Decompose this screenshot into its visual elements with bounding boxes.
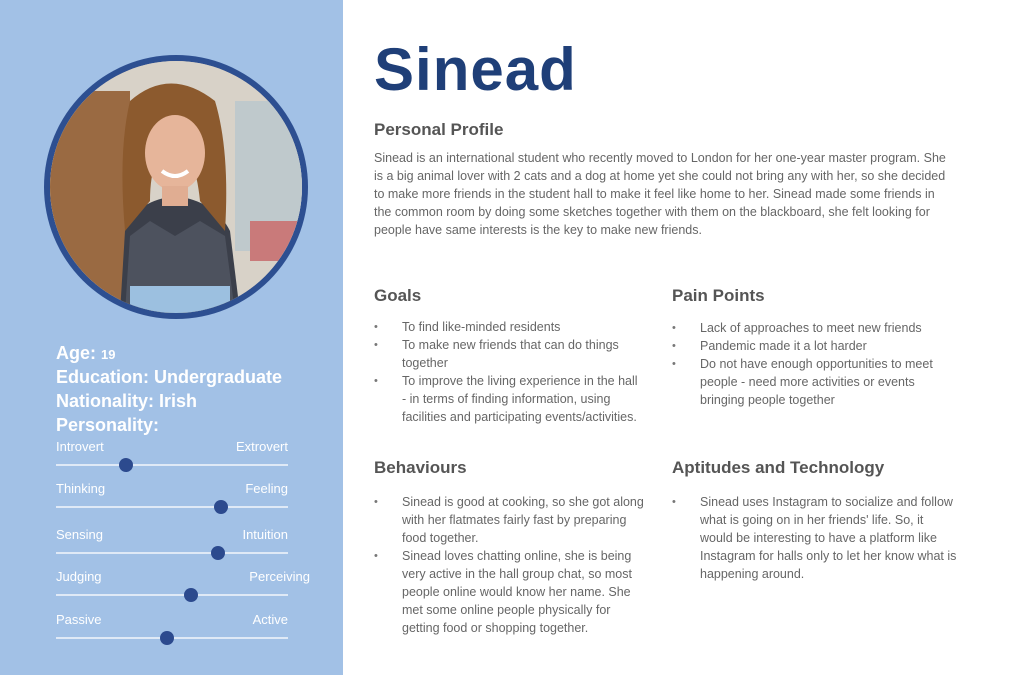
scale-knob: [184, 588, 198, 602]
scale-right-label: Intuition: [242, 527, 288, 542]
behaviour-item: • Sinead loves chatting online, she is being very active in the hall group chat, so most people online would know her name. She met some online people physically for getting food or shopping together.: [374, 547, 649, 637]
scale-knob: [211, 546, 225, 560]
persona-sidebar: [0, 0, 343, 675]
aptitudes-heading: Aptitudes and Technology: [672, 458, 885, 477]
scale-track: [56, 552, 288, 554]
scale-right-label: Active: [252, 612, 288, 627]
scale-track: [56, 506, 288, 508]
age-label: Age:: [56, 343, 96, 363]
education-label: Education:: [56, 367, 149, 387]
avatar-photo: [50, 61, 302, 313]
behaviours-list: [374, 493, 649, 637]
profile-text: Sinead is an international student who recently moved to London for her one-year master program. She is a big animal lover with 2 cats and a dog at home yet she could not bring any with her, so she decided to make more friends in the student hall to make it feel like home to her. Sinead made some friends in the common room by doing some sketches together with them on the blackboard, she felt looking for people have same interests is the key to make new friends.: [374, 151, 946, 237]
scale-left-label: Sensing: [56, 527, 103, 542]
pain-point-item: • Pandemic made it a lot harder: [672, 337, 962, 355]
goal-item: • To make new friends that can do things together: [374, 336, 644, 372]
personality-label: Personality:: [56, 415, 160, 435]
pain-point-item: • Lack of approaches to meet new friends: [672, 319, 962, 337]
scale-left-label: Judging: [56, 569, 102, 584]
age-row: [56, 342, 115, 366]
scale-introvert-extrovert: [56, 439, 288, 481]
scale-track: [56, 594, 288, 596]
scale-track: [56, 464, 288, 466]
nationality-row: [56, 390, 197, 412]
goals-list: [374, 318, 644, 426]
scale-knob: [160, 631, 174, 645]
nationality-label: Nationality:: [56, 391, 155, 411]
behaviours-heading: Behaviours: [374, 458, 467, 477]
education-row: [56, 366, 282, 388]
scale-passive-active: [56, 612, 288, 654]
scale-left-label: Thinking: [56, 481, 106, 496]
goal-item: • To find like-minded residents: [374, 318, 644, 336]
goal-item: • To improve the living experience in the hall - in terms of finding information, using facilities and participating events/activities.: [374, 372, 644, 426]
scale-judging-perceiving: [56, 569, 310, 611]
scale-left-label: Passive: [56, 612, 102, 627]
scale-sensing-intuition: [56, 527, 288, 569]
pain-point-item: • Do not have enough opportunities to meet people - need more activities or events bringing people together: [672, 355, 962, 409]
aptitude-item: • Sinead uses Instagram to socialize and follow what is going on in her friends' life. So, it would be interesting to have a platform like Instagram for halls only to let her know what is happening around.: [672, 493, 957, 583]
avatar: [50, 61, 302, 313]
scale-thinking-feeling: [56, 481, 288, 523]
scale-knob: [119, 458, 133, 472]
behaviour-item: • Sinead is good at cooking, so she got along with her flatmates fairly fast by preparing food together.: [374, 493, 649, 547]
aptitudes-list: [672, 493, 957, 583]
persona-name: Sinead: [374, 36, 577, 103]
avatar-frame: [44, 55, 308, 319]
scale-right-label: Perceiving: [249, 569, 310, 584]
pain-points-heading: Pain Points: [672, 286, 765, 305]
education-value: Undergraduate: [154, 367, 283, 387]
scale-left-label: Introvert: [56, 439, 104, 454]
age-value: 19: [101, 347, 116, 362]
scale-right-label: Feeling: [245, 481, 288, 496]
nationality-value: Irish: [159, 391, 198, 411]
scale-right-label: Extrovert: [235, 439, 288, 454]
goals-heading: Goals: [374, 286, 422, 305]
pain-points-list: [672, 319, 962, 409]
profile-heading: Personal Profile: [374, 120, 504, 139]
scale-knob: [214, 500, 228, 514]
